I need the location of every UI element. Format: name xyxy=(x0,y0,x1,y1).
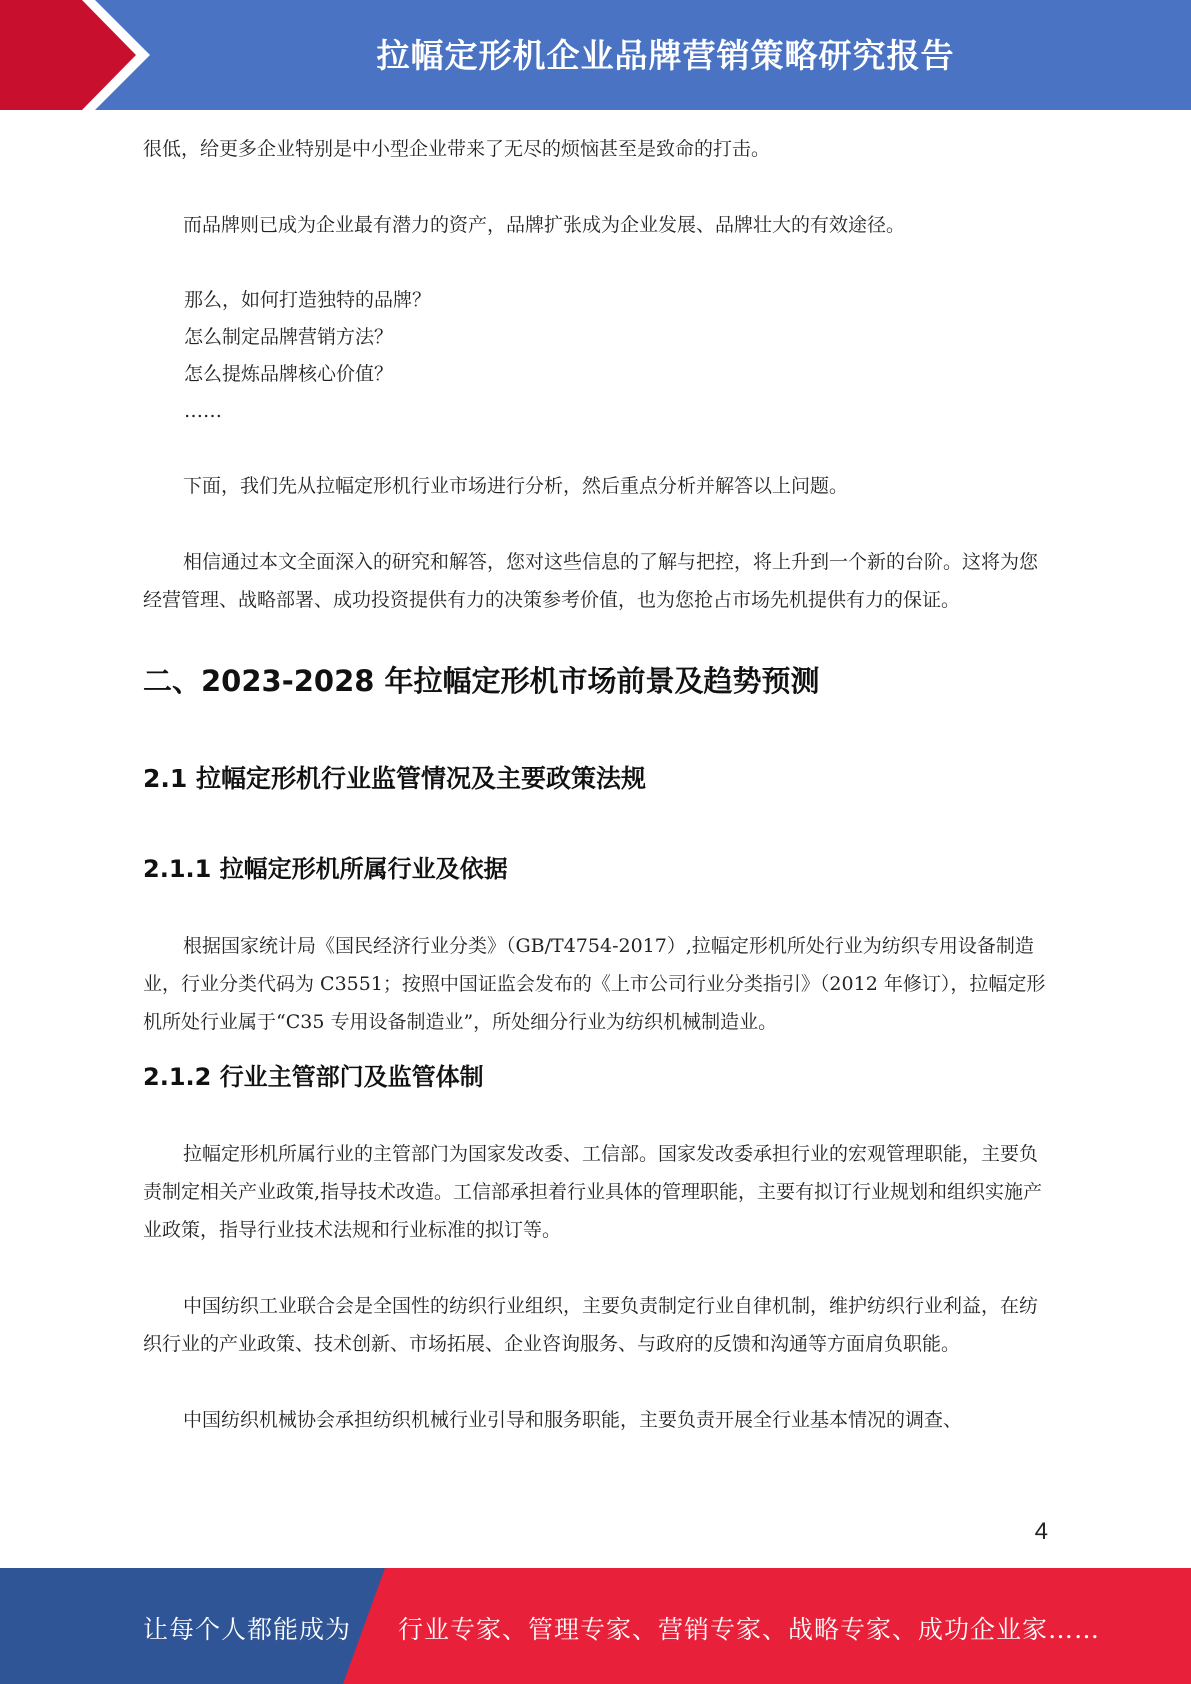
page-footer xyxy=(0,1568,1191,1684)
paragraph-2-1-2-c: 中国纺织机械协会承担纺织机械行业引导和服务职能，主要负责开展全行业基本情况的调查、 xyxy=(183,1409,963,1431)
page-header xyxy=(0,0,1191,110)
paragraph-believe: 相信通过本文全面深入的研究和解答，您对这些信息的了解与把控，将上升到一个新的台阶。这将为您经营管理、战略部署、成功投资提供有力的决策参考价值，也为您抢占市场先机提供有力的保证。 xyxy=(143,551,1039,611)
footer-slogan-left: 让每个人都能成为 xyxy=(143,1615,352,1644)
question-item: 那么，如何打造独特的品牌？ xyxy=(184,289,432,311)
question-list xyxy=(143,282,1048,430)
paragraph-continued: 很低，给更多企业特别是中小型企业带来了无尽的烦恼甚至是致命的打击。 xyxy=(143,138,771,160)
footer-slogan-right: 行业专家、管理专家、营销专家、战略专家、成功企业家…… xyxy=(398,1615,1101,1644)
subsection-heading-2-1-2: 2.1.2 行业主管部门及监管体制 xyxy=(143,1063,484,1091)
paragraph-2-1-1: 根据国家统计局《国民经济行业分类》（GB/T4754-2017）,拉幅定形机所处行业为纺织专用设备制造业，行业分类代码为 C3551；按照中国证监会发布的《上市公司行业分类指引》（2012 年修订），拉幅定形机所处行业属于“C35 专用设备制造业”，所处细分行业为纺织机械制造业。 xyxy=(143,935,1046,1033)
paragraph-brand: 而品牌则已成为企业最有潜力的资产，品牌扩张成为企业发展、品牌壮大的有效途径。 xyxy=(183,214,906,236)
question-item: 怎么提炼品牌核心价值？ xyxy=(184,363,394,385)
subsection-heading-2-1: 2.1 拉幅定形机行业监管情况及主要政策法规 xyxy=(143,764,646,793)
report-title: 拉幅定形机企业品牌营销策略研究报告 xyxy=(376,36,955,75)
document-body xyxy=(143,130,1048,1439)
section-heading-2: 二、2023-2028 年拉幅定形机市场前景及趋势预测 xyxy=(143,664,820,698)
paragraph-2-1-2-a: 拉幅定形机所属行业的主管部门为国家发改委、工信部。国家发改委承担行业的宏观管理职能，主要负责制定相关产业政策,指导技术改造。工信部承担着行业具体的管理职能，主要有拟订行业规划和组织实施产业政策，指导行业技术法规和行业标准的拟订等。 xyxy=(143,1143,1043,1241)
question-item: 怎么制定品牌营销方法？ xyxy=(184,326,394,348)
page-number: 4 xyxy=(1034,1518,1048,1545)
ellipsis-item: …… xyxy=(184,400,222,422)
subsection-heading-2-1-1: 2.1.1 拉幅定形机所属行业及依据 xyxy=(143,855,508,883)
paragraph-2-1-2-b: 中国纺织工业联合会是全国性的纺织行业组织，主要负责制定行业自律机制，维护纺织行业利益，在纺织行业的产业政策、技术创新、市场拓展、企业咨询服务、与政府的反馈和沟通等方面肩负职能。 xyxy=(143,1295,1039,1355)
paragraph-next: 下面，我们先从拉幅定形机行业市场进行分析，然后重点分析并解答以上问题。 xyxy=(183,475,849,497)
